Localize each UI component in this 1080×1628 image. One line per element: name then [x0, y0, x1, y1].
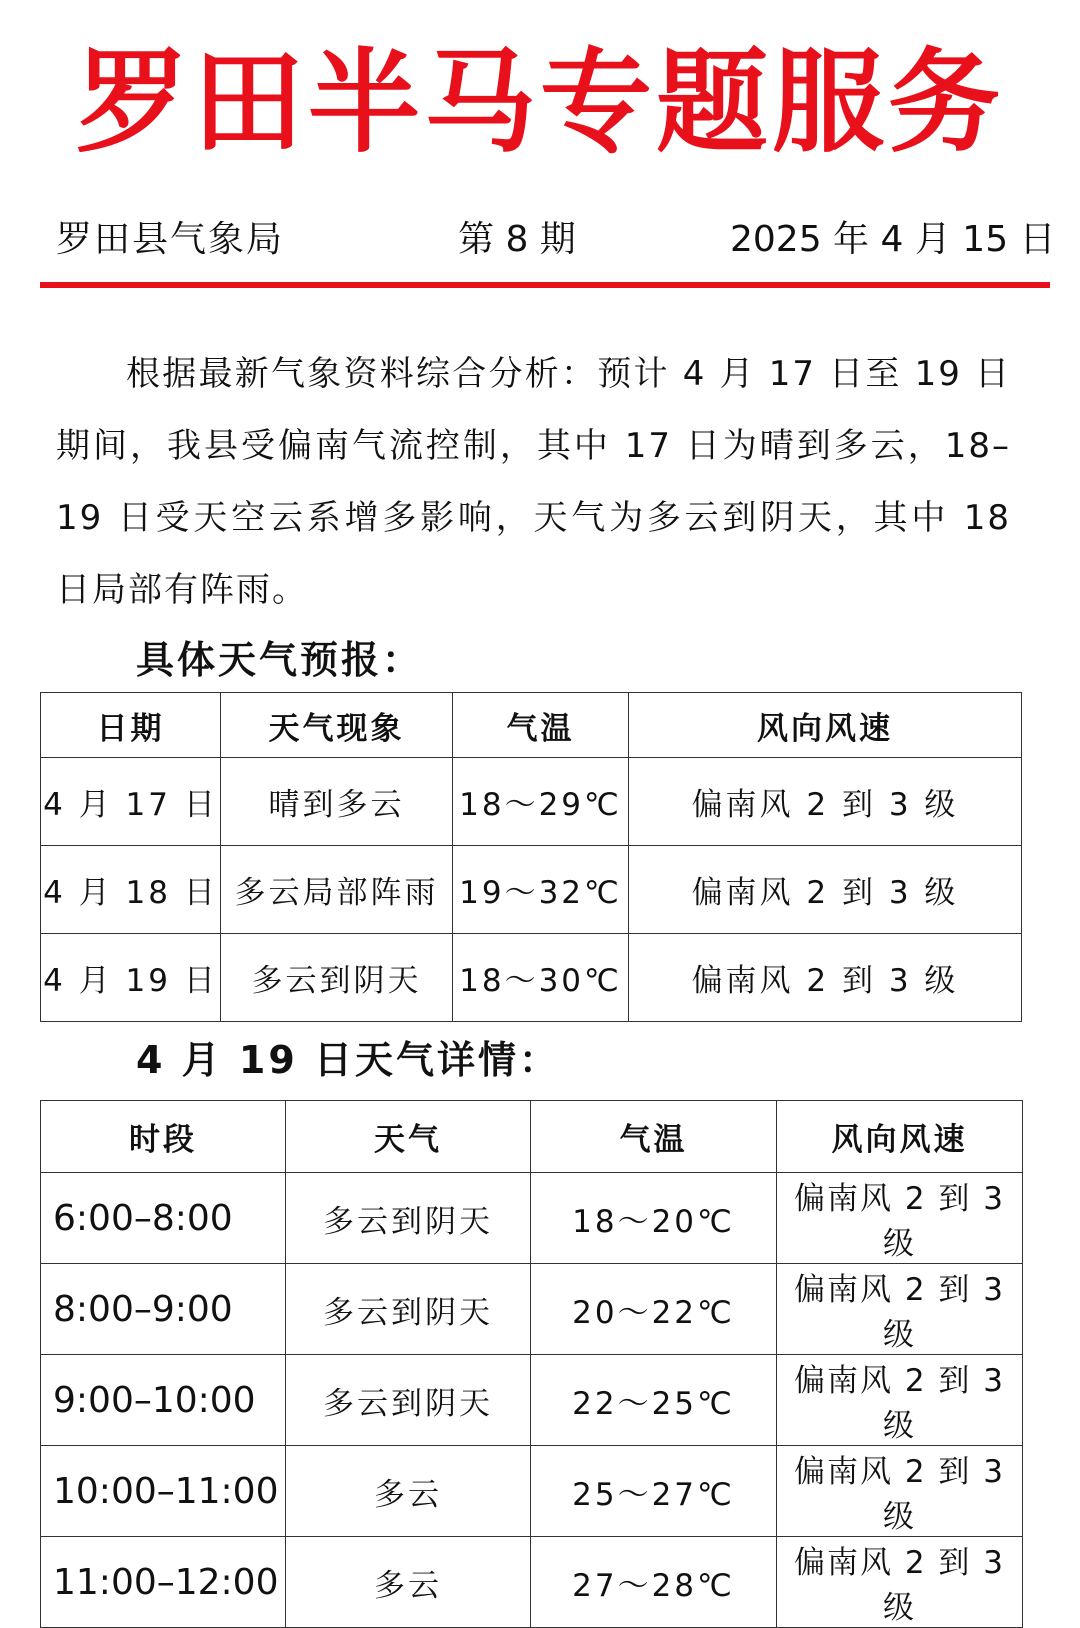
time-cell: 8:00–9:00 [41, 1264, 286, 1355]
column-header: 气温 [453, 693, 629, 758]
forecast-table [40, 692, 1022, 1022]
weather-cell: 多云到阴天 [286, 1355, 531, 1446]
weather-cell: 多云 [286, 1446, 531, 1537]
table-row [41, 1173, 1023, 1264]
temperature-cell: 19～32℃ [453, 846, 629, 934]
weather-cell: 多云到阴天 [286, 1264, 531, 1355]
time-cell: 6:00–8:00 [41, 1173, 286, 1264]
column-header: 天气 [286, 1101, 531, 1173]
table-row [41, 934, 1022, 1022]
forecast-summary: 根据最新气象资料综合分析：预计 4 月 17 日至 19 日期间，我县受偏南气流控制，其中 17 日为晴到多云，18–19 日受天空云系增多影响，天气为多云到阴天，其中 18 日局部有阵雨。 [56, 354, 1011, 610]
detail-table [40, 1100, 1023, 1628]
temperature-cell: 20～22℃ [531, 1264, 777, 1355]
weather-cell: 多云 [286, 1537, 531, 1628]
forecast-table-header [41, 693, 1022, 758]
temperature-cell: 18～29℃ [453, 758, 629, 846]
temperature-cell: 25～27℃ [531, 1446, 777, 1537]
wind-cell: 偏南风 2 到 3 级 [777, 1173, 1023, 1264]
issue-date: 2025 年 4 月 15 日 [730, 219, 1056, 260]
table-row [41, 1264, 1023, 1355]
temperature-cell: 18～20℃ [531, 1173, 777, 1264]
table-row [41, 1446, 1023, 1537]
detail-heading: 4 月 19 日天气详情： [136, 1038, 561, 1082]
date-cell: 4 月 19 日 [41, 934, 221, 1022]
column-header: 天气现象 [221, 693, 453, 758]
header-divider [40, 282, 1050, 288]
wind-cell: 偏南风 2 到 3 级 [777, 1446, 1023, 1537]
column-header: 风向风速 [629, 693, 1022, 758]
column-header: 时段 [41, 1101, 286, 1173]
date-cell: 4 月 17 日 [41, 758, 221, 846]
weather-cell: 多云到阴天 [221, 934, 453, 1022]
wind-cell: 偏南风 2 到 3 级 [777, 1537, 1023, 1628]
wind-cell: 偏南风 2 到 3 级 [777, 1264, 1023, 1355]
table-row [41, 758, 1022, 846]
wind-cell: 偏南风 2 到 3 级 [629, 846, 1022, 934]
column-header: 气温 [531, 1101, 777, 1173]
column-header: 日期 [41, 693, 221, 758]
weather-cell: 多云局部阵雨 [221, 846, 453, 934]
time-cell: 11:00–12:00 [41, 1537, 286, 1628]
weather-cell: 多云到阴天 [286, 1173, 531, 1264]
document-title: 罗田半马专题服务 [76, 38, 1004, 168]
wind-cell: 偏南风 2 到 3 级 [629, 934, 1022, 1022]
issuer: 罗田县气象局 [56, 219, 285, 260]
detail-table-header [41, 1101, 1023, 1173]
table-row [41, 1537, 1023, 1628]
wind-cell: 偏南风 2 到 3 级 [777, 1355, 1023, 1446]
temperature-cell: 22～25℃ [531, 1355, 777, 1446]
date-cell: 4 月 18 日 [41, 846, 221, 934]
wind-cell: 偏南风 2 到 3 级 [629, 758, 1022, 846]
time-cell: 10:00–11:00 [41, 1446, 286, 1537]
temperature-cell: 27～28℃ [531, 1537, 777, 1628]
table-row [41, 1355, 1023, 1446]
column-header: 风向风速 [777, 1101, 1023, 1173]
issue-number: 第 8 期 [458, 219, 576, 260]
time-cell: 9:00–10:00 [41, 1355, 286, 1446]
weather-cell: 晴到多云 [221, 758, 453, 846]
temperature-cell: 18～30℃ [453, 934, 629, 1022]
table-row [41, 846, 1022, 934]
forecast-heading: 具体天气预报： [136, 638, 424, 682]
